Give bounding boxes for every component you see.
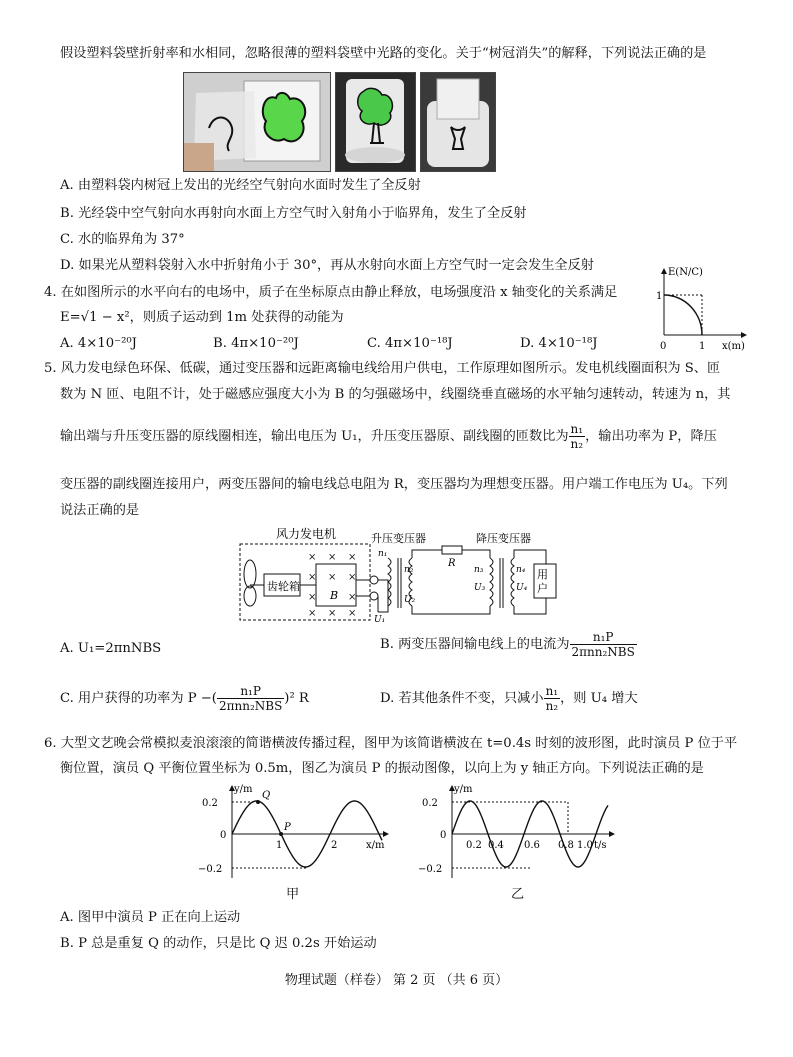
- label-Q: Q: [262, 790, 271, 801]
- q5-line2: 数为 N 匝、电阻不计，处于磁感应强度大小为 B 的匀强磁场中，线圈绕垂直磁场的水平轴匀速转动，转速为 n，其: [60, 387, 731, 402]
- q4-graph-x0: 0: [660, 341, 667, 352]
- graphA-x2: 2: [331, 840, 338, 851]
- q4-option-b: B. 4π×10⁻²⁰J: [213, 336, 299, 351]
- q5-option-d-tail: ，则 U₄ 增大: [560, 691, 638, 706]
- q6-graph-wave: [196, 782, 392, 886]
- graphA-y-zero: 0: [220, 830, 227, 841]
- label-step-up: 升压变压器: [371, 532, 426, 545]
- graphB-t4: 0.8: [558, 840, 574, 851]
- q4-graph-x1: 1: [699, 341, 706, 352]
- q4-graph-xlabel: x(m): [722, 341, 745, 352]
- label-U2: U₂: [404, 595, 416, 605]
- svg-text:×: ×: [308, 608, 317, 619]
- label-n2: n₂: [404, 565, 414, 575]
- q4-graph-ylabel: E(N/C): [668, 267, 703, 278]
- q5-option-c-text: C. 用户获得的功率为 P −(: [60, 691, 217, 706]
- q6-line1: 6. 大型文艺晚会常模拟麦浪滚滚的简谐横波传播过程，图甲为该简谐横波在 t=0.4s 时刻的波形图，此时演员 P 位于平: [44, 736, 738, 751]
- q4-field-graph: [650, 265, 750, 353]
- label-U3: U₃: [474, 583, 486, 593]
- q5-line3-tail: ，输出功率为 P，降压: [585, 429, 717, 444]
- label-generator: 风力发电机: [276, 527, 337, 541]
- svg-text:×: ×: [328, 552, 337, 563]
- point-Q: [256, 800, 260, 804]
- q5-line4: 变压器的副线圈连接用户，两变压器间的输电线总电阻为 R，变压器均为理想变压器。用户端工作电压为 U₄。下列: [60, 477, 728, 492]
- graphB-y-bottom: −0.2: [418, 864, 443, 875]
- photo-tree-in-water: [335, 72, 416, 172]
- resistor-R: [442, 546, 462, 554]
- label-n3: n₃: [474, 565, 484, 575]
- q5-option-c-fraction: $\frac{\text{n₁P}}{\text{2πnn₂NBS}}$: [218, 684, 283, 713]
- label-n4: n₄: [516, 565, 526, 575]
- svg-text:×: ×: [308, 552, 317, 563]
- label-step-down: 降压变压器: [476, 532, 531, 545]
- graphA-y-top: 0.2: [202, 798, 218, 809]
- svg-text:×: ×: [328, 572, 337, 583]
- q4-option-c: C. 4π×10⁻¹⁸J: [367, 336, 453, 351]
- q4-stem-tail: ，则质子运动到 1m 处获得的动能为: [129, 310, 344, 325]
- graphA-xlabel: x/m: [366, 840, 385, 851]
- q5-line3: [60, 422, 717, 451]
- graphB-t3: 0.6: [524, 840, 540, 851]
- graphB-t1: 0.2: [466, 840, 482, 851]
- intro-text: 假设塑料袋壁折射率和水相同，忽略很薄的塑料袋壁中光路的变化。关于“树冠消失”的解释，下列说法正确的是: [60, 46, 707, 61]
- q4-option-a: A. 4×10⁻²⁰J: [60, 336, 137, 351]
- svg-text:×: ×: [348, 608, 357, 619]
- svg-text:×: ×: [308, 592, 317, 603]
- q5-option-c-tail: )² R: [284, 691, 309, 706]
- graphA-caption: 甲: [286, 887, 300, 902]
- q5-line5: 说法正确的是: [60, 503, 140, 518]
- graphB-t2: 0.4: [488, 840, 504, 851]
- q4-option-d: D. 4×10⁻¹⁸J: [520, 336, 598, 351]
- q3-option-c: C. 水的临界角为 37°: [60, 232, 185, 247]
- point-P: [279, 832, 283, 836]
- q6-option-b: B. P 总是重复 Q 的动作，只是比 Q 迟 0.2s 开始运动: [60, 936, 377, 951]
- q5-circuit-diagram: [228, 524, 558, 624]
- photo-crown-vanished: [420, 72, 496, 172]
- photo-plastic-bag: [183, 72, 331, 172]
- graphA-ylabel: y/m: [234, 784, 253, 795]
- label-gearbox: 齿轮箱: [267, 580, 300, 593]
- q5-option-b-text: B. 两变压器间输电线上的电流为: [380, 637, 570, 652]
- label-B: B: [330, 589, 339, 602]
- q5-option-c: [60, 684, 309, 713]
- graphB-t5: 1.0: [577, 840, 593, 851]
- graphB-caption: 乙: [511, 887, 525, 902]
- label-U1: U₁: [374, 615, 386, 624]
- svg-text:×: ×: [348, 552, 357, 563]
- q3-option-a: A. 由塑料袋内树冠上发出的光经空气射向水面时发生了全反射: [60, 178, 421, 193]
- svg-text:×: ×: [348, 592, 357, 603]
- q4-stem-line2: [60, 309, 344, 327]
- q5-turns-ratio: $\frac{\text{n₁}}{\text{n₂}}$: [570, 422, 584, 451]
- label-P: P: [284, 822, 291, 833]
- q4-graph-y1: 1: [656, 291, 663, 302]
- q5-line3-head: 输出端与升压变压器的原线圈相连，输出电压为 U₁，升压变压器原、副线圈的匝数比为: [60, 429, 569, 444]
- label-user-2: 户: [537, 582, 548, 595]
- svg-text:×: ×: [328, 608, 337, 619]
- q5-line1: 5. 风力发电绿色环保、低碳，通过变压器和远距离输电线给用户供电，工作原理如图所示。发电机线圈面积为 S、匝: [44, 361, 721, 376]
- q3-option-b: B. 光经袋中空气射向水再射向水面上方空气时入射角小于临界角，发生了全反射: [60, 206, 527, 221]
- q5-option-d-fraction: $\frac{\text{n₁}}{\text{n₂}}$: [545, 684, 559, 713]
- q5-option-b-fraction: $\frac{\text{n₁P}}{\text{2πnn₂NBS}}$: [571, 630, 635, 659]
- label-U4: U₄: [516, 583, 528, 593]
- q5-option-d-text: D. 若其他条件不变，只减小: [380, 691, 544, 706]
- q3-option-d: D. 如果光从塑料袋射入水中折射角小于 30°，再从水射向水面上方空气时一定会发生全反射: [60, 258, 594, 273]
- q5-option-d: [380, 684, 638, 713]
- svg-text:×: ×: [348, 572, 357, 583]
- svg-text:×: ×: [308, 572, 317, 583]
- q5-option-a: A. U₁=2πnNBS: [60, 641, 162, 656]
- q6-line2: 衡位置，演员 Q 平衡位置坐标为 0.5m，图乙为演员 P 的振动图像，以向上为 y 轴正方向。下列说法正确的是: [60, 761, 704, 776]
- label-R: R: [448, 558, 456, 569]
- graphB-xlabel: t/s: [594, 840, 607, 851]
- page-footer: 物理试题（样卷） 第 2 页 （共 6 页）: [284, 973, 509, 988]
- q4-stem-line1: 4. 在如图所示的水平向右的电场中，质子在坐标原点由静止释放，电场强度沿 x 轴变化的关系满足: [44, 285, 618, 300]
- graphB-y-zero: 0: [440, 830, 447, 841]
- graphB-y-top: 0.2: [422, 798, 438, 809]
- graphB-ylabel: y/m: [454, 784, 473, 795]
- q6-graph-vibration: [418, 782, 618, 886]
- q5-option-b: [380, 630, 637, 659]
- label-user-1: 用: [537, 568, 548, 581]
- label-n1: n₁: [378, 549, 388, 559]
- graphA-y-bottom: −0.2: [198, 864, 223, 875]
- graphA-x1: 1: [276, 840, 283, 851]
- q6-option-a: A. 图甲中演员 P 正在向上运动: [60, 910, 241, 925]
- q4-formula: E=√1 − x²: [60, 310, 130, 325]
